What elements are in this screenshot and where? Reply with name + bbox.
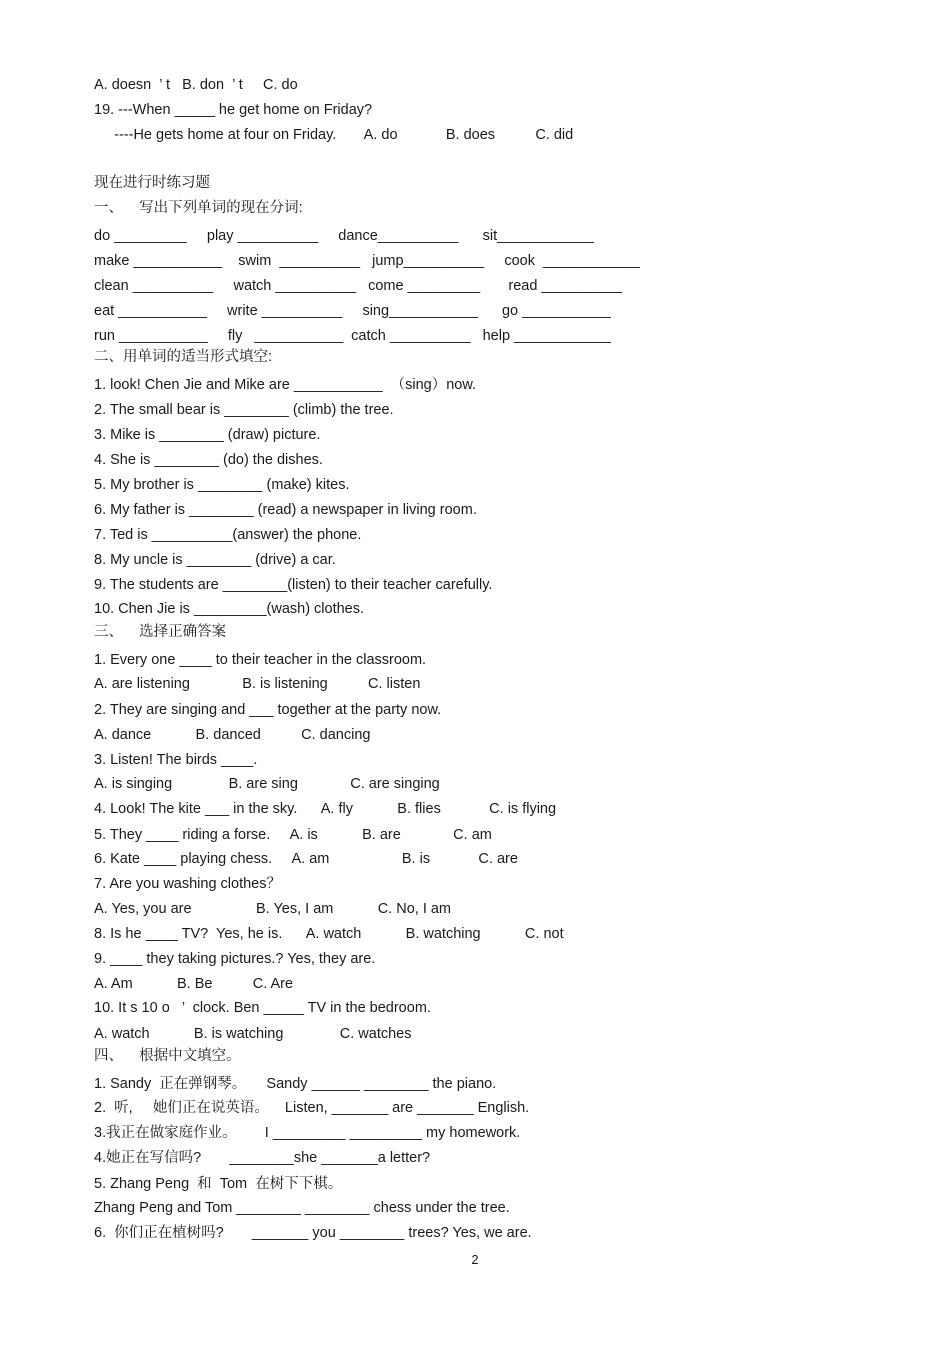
text-line: 2. 听, 她们正在说英语。 Listen, _______ are _______ English. xyxy=(94,1100,530,1116)
text-line: 6. Kate ____ playing chess. A. am B. is C. are xyxy=(94,851,518,867)
text-line: 1. look! Chen Jie and Mike are ___________ （sing）now. xyxy=(94,377,477,393)
text-line: eat ___________ write __________ sing___________ go ___________ xyxy=(94,303,611,319)
text-line: 10. It s 10 o ’ clock. Ben _____ TV in the bedroom. xyxy=(94,1000,431,1016)
text-line: 四、 根据中文填空。 xyxy=(94,1048,241,1064)
text-line: A. dance B. danced C. dancing xyxy=(94,727,371,743)
text-line: 2. The small bear is ________ (climb) the tree. xyxy=(94,402,394,418)
text-line: run ___________ fly ___________ catch __________ help ____________ xyxy=(94,328,611,344)
text-line: A. Am B. Be C. Are xyxy=(94,976,294,992)
text-line: 19. ---When _____ he get home on Friday? xyxy=(94,102,373,118)
text-line: 3. Listen! The birds ____. xyxy=(94,752,258,768)
text-line: 3.我正在做家庭作业。 I _________ _________ my homework. xyxy=(94,1125,521,1141)
text-line: ----He gets home at four on Friday. A. do B. does C. did xyxy=(94,127,574,143)
text-line: 一、 写出下列单词的现在分词: xyxy=(94,200,303,216)
text-line: Zhang Peng and Tom ________ ________ chess under the tree. xyxy=(94,1200,510,1216)
page-number: 2 xyxy=(471,1252,479,1267)
text-line: 三、 选择正确答案 xyxy=(94,624,227,640)
text-line: 7. Ted is __________(answer) the phone. xyxy=(94,527,362,543)
text-line: 4. Look! The kite ___ in the sky. A. fly B. flies C. is flying xyxy=(94,801,557,817)
text-line: 2. They are singing and ___ together at the party now. xyxy=(94,702,442,718)
text-line: 5. My brother is ________ (make) kites. xyxy=(94,477,350,493)
text-line: 现在进行时练习题 xyxy=(94,175,210,191)
text-line: A. are listening B. is listening C. listen xyxy=(94,676,421,692)
text-line: 1. Every one ____ to their teacher in the classroom. xyxy=(94,652,427,668)
text-line: 10. Chen Jie is _________(wash) clothes. xyxy=(94,601,365,617)
text-line: 8. Is he ____ TV? Yes, he is. A. watch B. watching C. not xyxy=(94,926,564,942)
text-line: 7. Are you washing clothes？ xyxy=(94,876,281,892)
text-line: 9. The students are ________(listen) to their teacher carefully. xyxy=(94,577,493,593)
text-line: 3. Mike is ________ (draw) picture. xyxy=(94,427,321,443)
text-line: A. Yes, you are B. Yes, I am C. No, I am xyxy=(94,901,452,917)
text-line: 4.她正在写信吗? ________she _______a letter? xyxy=(94,1150,431,1166)
text-line: make ___________ swim __________ jump__________ cook ____________ xyxy=(94,253,640,269)
text-line: 4. She is ________ (do) the dishes. xyxy=(94,452,323,468)
text-line: 5. They ____ riding a forse. A. is B. are C. am xyxy=(94,827,492,843)
text-line: 二、用单词的适当形式填空: xyxy=(94,349,273,365)
text-line: 5. Zhang Peng 和 Tom 在树下下棋。 xyxy=(94,1176,343,1192)
text-line: 9. ____ they taking pictures.? Yes, they are. xyxy=(94,951,376,967)
text-line: 8. My uncle is ________ (drive) a car. xyxy=(94,552,336,568)
text-line: 1. Sandy 正在弹钢琴。 Sandy ______ ________ the piano. xyxy=(94,1076,497,1092)
text-line: A. watch B. is watching C. watches xyxy=(94,1026,412,1042)
text-line: A. is singing B. are sing C. are singing xyxy=(94,776,440,792)
text-line: A. doesn ’ t B. don ’ t C. do xyxy=(94,77,298,93)
text-line: do _________ play __________ dance__________ sit____________ xyxy=(94,228,594,244)
text-line: 6. My father is ________ (read) a newspaper in living room. xyxy=(94,502,477,518)
text-line: 6. 你们正在植树吗? _______ you ________ trees? Yes, we are. xyxy=(94,1225,532,1241)
text-line: clean __________ watch __________ come _________ read __________ xyxy=(94,278,623,294)
